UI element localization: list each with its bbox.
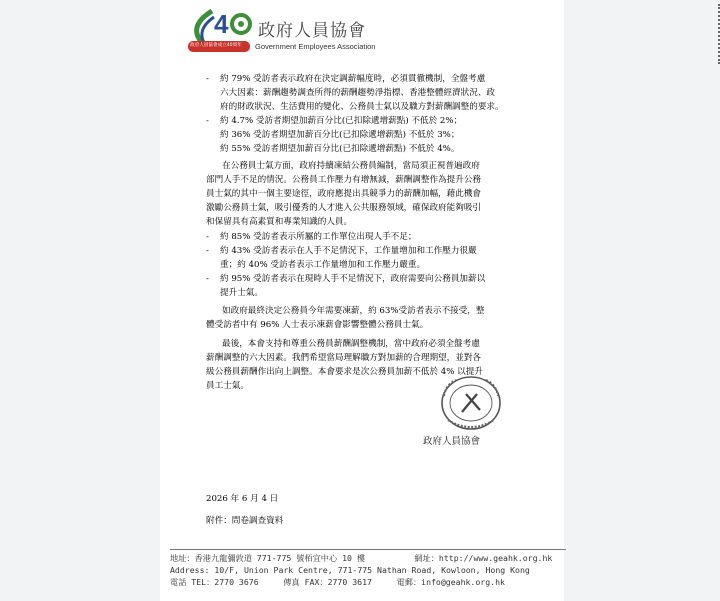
svg-text:4: 4 xyxy=(214,9,229,39)
signatory-name: 政府人員協會 xyxy=(423,436,481,447)
paragraph-line: 體受訪者中有 96% 人士表示凍薪會影響整體公務員士氣。 xyxy=(206,320,429,330)
org-name-english: Government Employees Association xyxy=(255,42,376,51)
bullet-mark: - xyxy=(206,246,209,256)
paragraph-line: 和保留具有高素質和專業知識的人員。 xyxy=(206,217,353,227)
bullet-text: 約 55% 受訪者期望加薪百分比(已扣除遞增薪點) 不低於 4%。 xyxy=(220,144,460,154)
association-logo xyxy=(174,3,262,58)
org-name-chinese: 政府人員協會 xyxy=(258,21,366,41)
bullet-mark: - xyxy=(206,232,209,242)
bullet-text: 六大因素：薪酬趨勢調查所得的薪酬趨勢淨指標、香港整體經濟狀況、政 xyxy=(220,88,496,98)
bullet-mark: - xyxy=(206,274,209,284)
footer-divider xyxy=(170,549,566,550)
page-edge-marks xyxy=(715,4,720,64)
bullet-text: 提升士氣。 xyxy=(220,288,263,298)
attachment-note: 附件：問卷調查資料 xyxy=(206,516,284,526)
paragraph-line: 薪酬調整的六大因素。我們希望當局理解職方對加薪的合理期望，並對各 xyxy=(206,353,482,363)
bullet-text: 約 95% 受訪者表示在現時人手不足情況下，政府需要向公務員加薪以 xyxy=(220,274,486,284)
paragraph-line: 級公務員薪酬作出向上調整。本會要求是次公務員加薪不低於 4% 以提升 xyxy=(206,367,483,377)
footer-contact: 電話 TEL：2770 3676 傳真 FAX：2770 3617 電郵：info@geahk.org.hk xyxy=(170,577,505,587)
paragraph-line: 在公務員士氣方面，政府持續凍結公務員編制，當局須正視普遍政府 xyxy=(222,161,480,171)
bullet-text: 約 85% 受訪者表示所屬的工作單位出現人手不足； xyxy=(220,232,417,242)
footer-address-english: Address: 10/F, Union Park Centre, 771-775 Nathan Road, Kowloon, Hong Kong xyxy=(170,565,530,575)
anniversary-banner-text: 政府人員協會成立40周年 xyxy=(190,43,242,48)
footer-address-chinese: 地址：香港九龍彌敦道 771-775 號栢宜中心 10 樓 網址：http://www.geahk.org.hk xyxy=(170,553,553,563)
paragraph-line: 員士氣的其中一個主要途徑，政府應提出具競爭力的薪酬加幅，藉此機會 xyxy=(206,189,482,199)
paragraph-line: 部門人手不足的情況。公務員工作壓力有增無減，薪酬調整作為提升公務 xyxy=(206,175,482,185)
letter-date: 2026 年 6 月 4 日 xyxy=(206,494,279,504)
bullet-text: 約 4.7% 受訪者期望加薪百分比(已扣除遞增薪點) 不低於 2%； xyxy=(220,116,463,126)
paragraph-line: 激勵公務員士氣，吸引優秀的人才進入公共服務領域，確保政府能夠吸引 xyxy=(206,203,482,213)
bullet-text: 約 36% 受訪者期望加薪百分比(已扣除遞增薪點) 不低於 3%； xyxy=(220,130,460,140)
paragraph-line: 如政府最終決定公務員今年需要凍薪，約 63%受訪者表示不接受，整 xyxy=(222,306,485,316)
paragraph-line: 員工士氣。 xyxy=(206,381,249,391)
bullet-text: 重；約 40% 受訪者表示工作量增加和工作壓力嚴重。 xyxy=(220,260,426,270)
bullet-text: 約 43% 受訪者表示在人手不足情況下，工作量增加和工作壓力很嚴 xyxy=(220,246,477,256)
bullet-text: 約 79% 受訪者表示政府在決定調薪幅度時，必須貫徹機制，全盤考慮 xyxy=(220,74,486,84)
bullet-text: 府的財政狀況、生活費用的變化、公務員士氣以及職方對薪酬調整的要求。 xyxy=(220,102,504,112)
paragraph-line: 最後，本會支持和尊重公務員薪酬調整機制，當中政府必須全盤考慮 xyxy=(222,339,480,349)
association-seal-stamp xyxy=(430,374,512,432)
bullet-mark: - xyxy=(206,74,209,84)
bullet-mark: - xyxy=(206,116,209,126)
